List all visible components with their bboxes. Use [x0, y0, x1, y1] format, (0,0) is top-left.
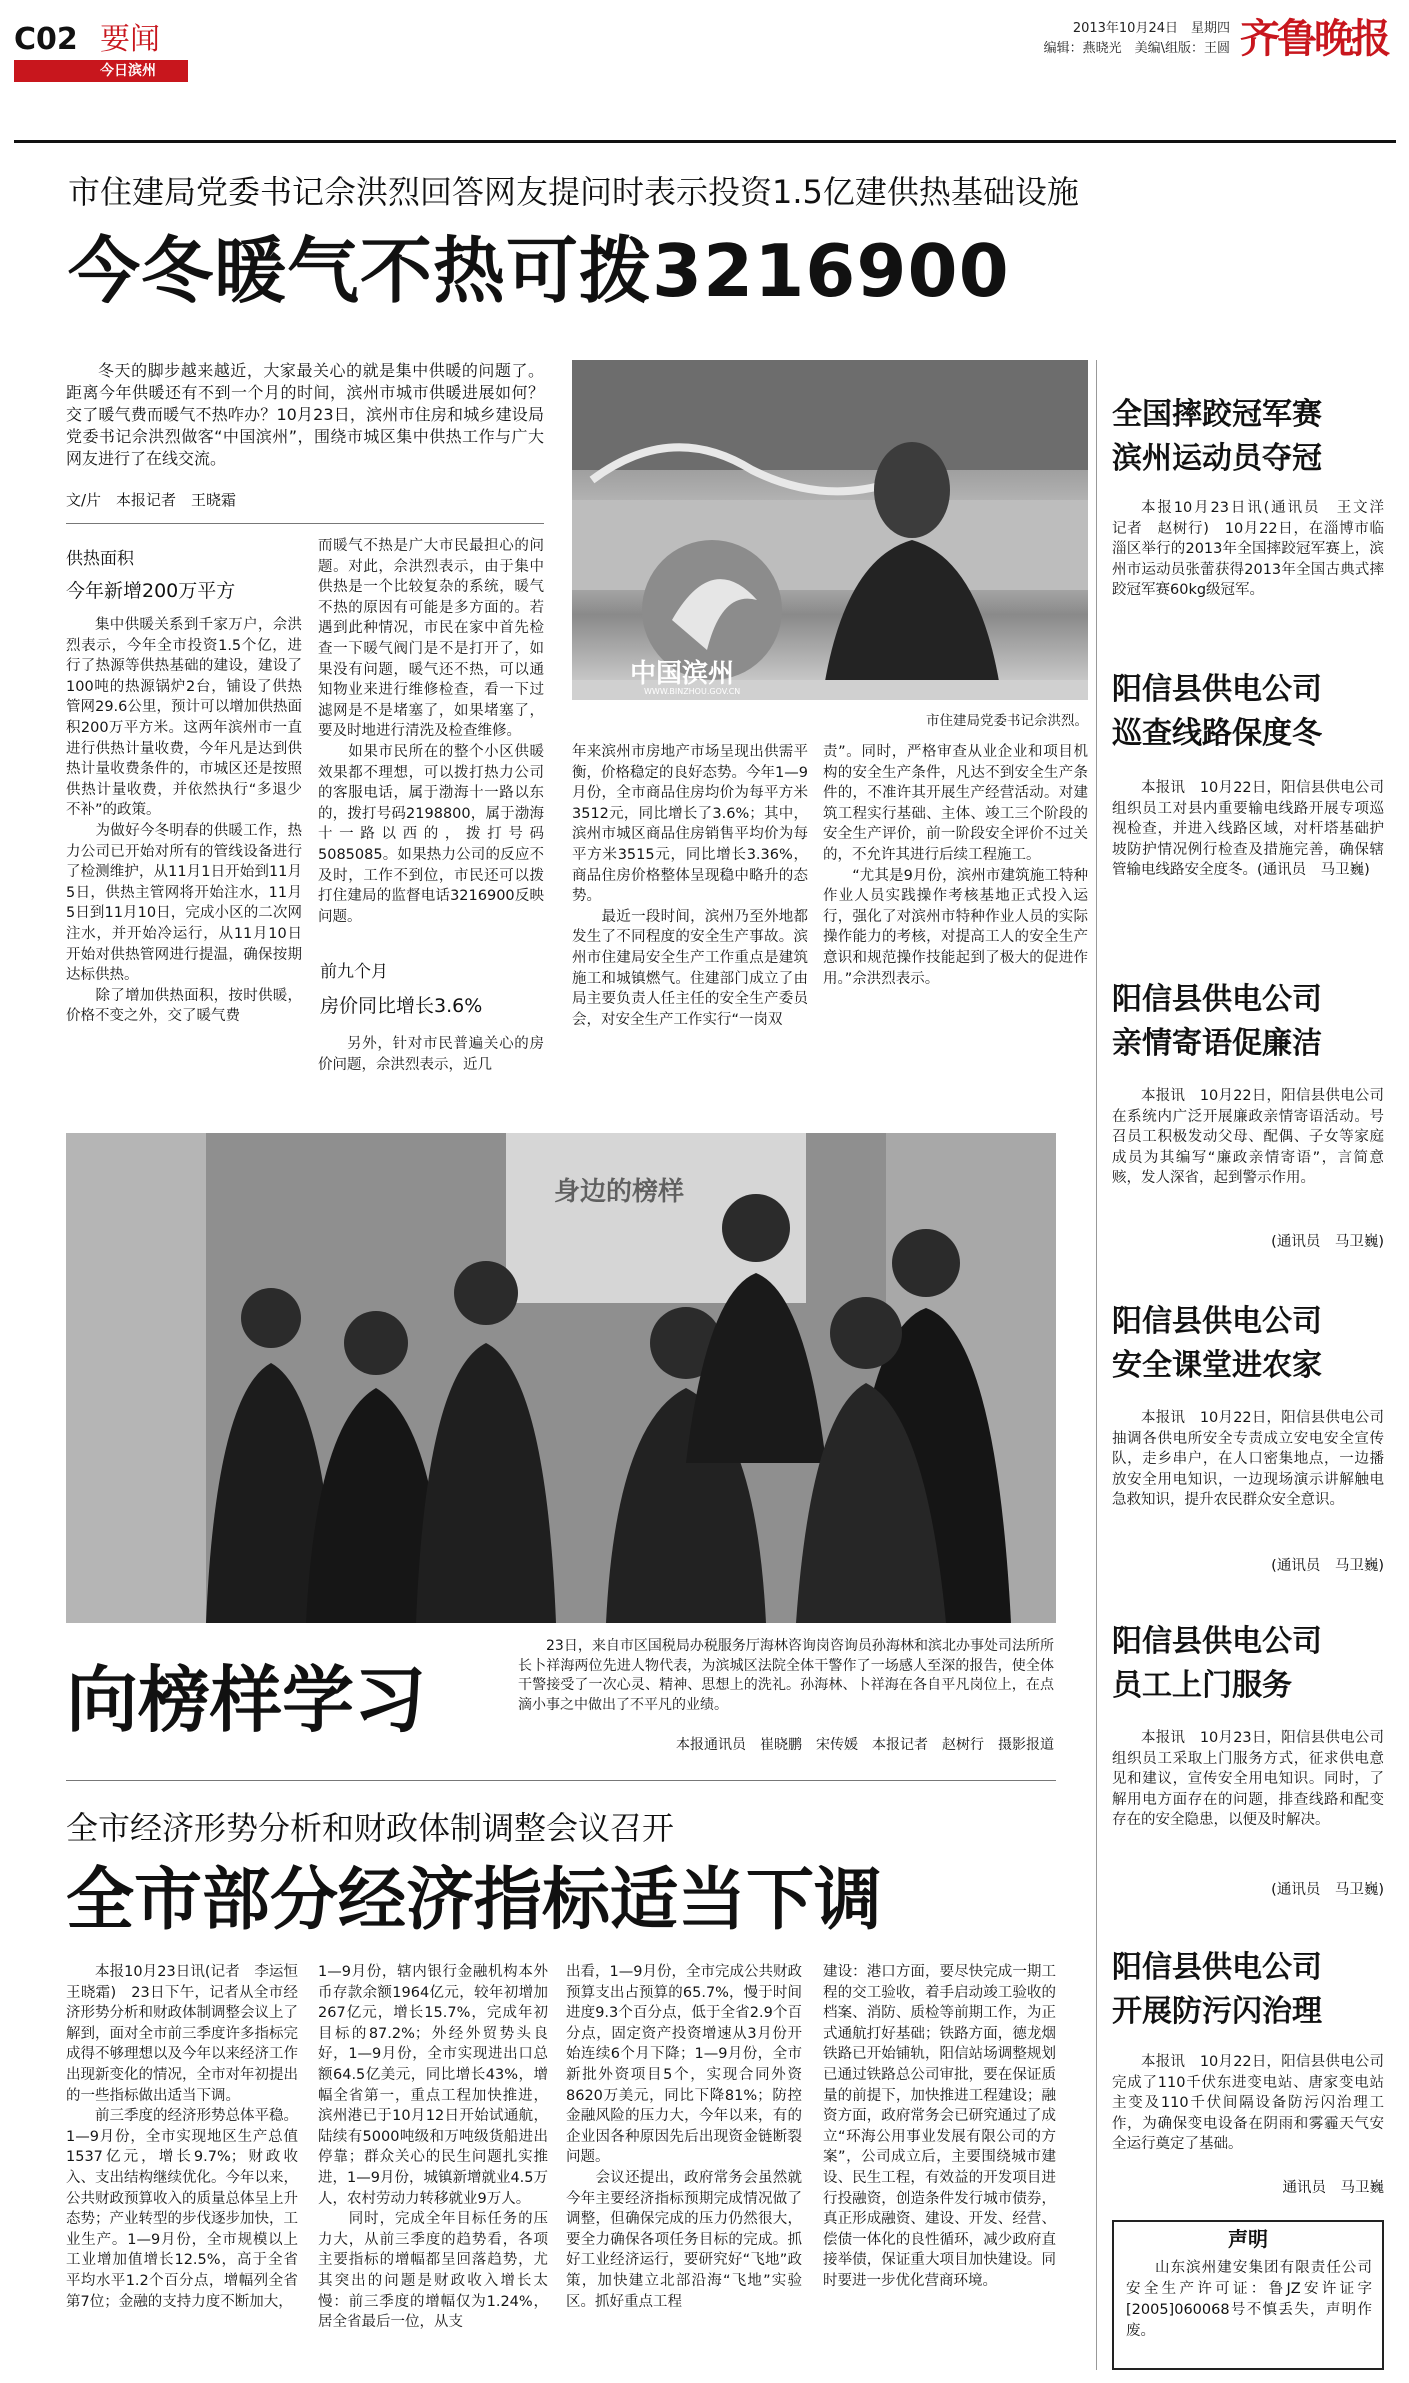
article2-col2: 1—9月份，辖内银行金融机构本外币存款余额1964亿元，较年初增加267亿元，增长15.7%，完成年初目标的87.2%；外经外贸势头良好，1—9月份，全市实现进出口总额64.5亿美元，同比增长43%，增幅全省第一，重点工程加快推进，滨州港已于10月12日开始试通航，陆续有5000吨级和万吨级货船进出停靠；群众关心的民生问题扎实推进，1—9月份，城镇新增就业4.5万人，农村劳动力转移就业9万人。 同时，完成全年目标任务的压力大，从前三季度的趋势看，各项主要指标的增幅都呈回落趋势，尤其突出的问题是财政收入增长太慢：前三季度的增幅仅为1.24%，居全省最后一位，从支 [318, 1964, 549, 2331]
article1-col1: 集中供暖关系到千家万户，佘洪烈表示，今年全市投资1.5个亿，进行了热源等供热基础的建设，建设了100吨的热源锅炉2台，铺设了供热管网29.6公里，预计可以增加供热面积200万平方米。这两年滨州市一直进行供热计量收费，今年凡是达到供热计量收费条件的，市城区还是按照供热计量收费，并依然执行“多退少不补”的政策。 为做好今冬明春的供暖工作，热力公司已开始对所有的管线设备进行了检测维护，从11月1日开始到11月5日，供热主管网将开始注水，11月5日到11月10日，完成小区的二次网注水，并开始冷运行，从11月10日开始对供热管网进行提温，确保按期达标供热。 除了增加供热面积，按时供暖，价格不变之外，交了暖气费 [66, 617, 302, 1025]
feature-headline: 向榜样学习 [66, 1658, 427, 1742]
photo-logo-text: 中国滨州 [630, 659, 735, 689]
subsection-bar [14, 60, 188, 82]
article2-kicker: 全市经济形势分析和财政体制调整会议召开 [66, 1809, 675, 1847]
sidebar-item-credit: (通讯员 马卫巍) [1271, 1558, 1384, 1574]
sidebar-item-title: 阳信县供电公司 安全课堂进农家 [1112, 1304, 1322, 1383]
sidebar-item-body: 本报讯 10月22日，阳信县供电公司抽调各供电所安全专责成立安电安全宣传队，走乡串户，在人口密集地点，一边播放安全用电知识，一边现场演示讲解触电急救知识，提升农民群众安全意识。 [1112, 1410, 1384, 1509]
article1-headline: 今冬暖气不热可拨3216900 [68, 229, 1010, 313]
article1-col4: 责”。同时，严格审查从业企业和项目机构的安全生产条件，凡达不到安全生产条件的，不准许其开展生产经营活动。对建筑工程实行基础、主体、竣工三个阶段的安全生产评价，前一阶段安全评价不过关的，不允许其进行后续工程施工。 “尤其是9月份，滨州市建筑施工特种作业人员实践操作考核基地正式投入运行，强化了对滨州市特种作业人员的实际操作能力的考核，对提高工人的安全生产意识和规范操作技能起到了极大的促进作用。”佘洪烈表示。 [823, 744, 1088, 987]
article1-lead: 冬天的脚步越来越近，大家最关心的就是集中供暖的问题了。距离今年供暖还有不到一个月的时间，滨州市城市供暖进展如何？交了暖气费而暖气不热咋办？10月23日，滨州市住房和城乡建设局党委书记佘洪烈做客“中国滨州”，围绕市城区集中供热工作与广大网友进行了在线交流。 [66, 361, 544, 468]
sidebar-item-body: 本报讯 10月23日，阳信县供电公司组织员工采取上门服务方式，征求供电意见和建议，宣传安全用电知识。同时，了解用电方面存在的问题，排查线路和配变存在的安全隐患，以便及时解决。 [1112, 1730, 1384, 1829]
sub2-title: 房价同比增长3.6% [320, 995, 483, 1017]
article1-kicker: 市住建局党委书记佘洪烈回答网友提问时表示投资1.5亿建供热基础设施 [68, 173, 1079, 211]
notice-body: 山东滨州建安集团有限责任公司安全生产许可证：鲁JZ安许证字[2005]060068号不慎丢失，声明作废。 [1126, 2260, 1372, 2339]
sidebar-item-body: 本报10月23日讯(通讯员 王文洋 记者 赵树行) 10月22日，在淄博市临淄区举行的2013年全国摔跤冠军赛上，滨州市运动员张蕾获得2013年全国古典式摔跤冠军赛60kg级冠军。 [1112, 500, 1399, 599]
sidebar-item-body: 本报讯 10月22日，阳信县供电公司完成了110千伏东进变电站、唐家变电站主变及110千伏间隔设备防污闪治理工作，为确保变电设备在阴雨和雾霾天气安全运行奠定了基础。 [1112, 2054, 1384, 2153]
portrait-caption: 市住建局党委书记佘洪烈。 [926, 713, 1088, 729]
sidebar-item-title: 全国摔跤冠军赛 滨州运动员夺冠 [1112, 397, 1322, 476]
feature-banner-text: 身边的榜样 [554, 1177, 685, 1207]
photo-logo-url: WWW.BINZHOU.GOV.CN [644, 687, 741, 696]
sidebar-item-title: 阳信县供电公司 巡查线路保度冬 [1112, 672, 1322, 751]
portrait-photo-art [572, 360, 1088, 700]
sidebar-item-credit: (通讯员 马卫巍) [1271, 1234, 1384, 1250]
article1-byline: 文/片 本报记者 王晓霜 [66, 491, 237, 509]
masthead-logo: 齐鲁晚报 [1240, 15, 1388, 62]
article2-col3: 出看，1—9月份，全市完成公共财政预算支出占预算的65.7%，慢于时间进度9.3个百分点，低于全省2.9个百分点，固定资产投资增速从3月份开始连续6个月下降；1—9月份，全市新批外资项目5个，实现合同外资8620万美元，同比下降81%；防控金融风险的压力大，今年以来，有的企业因各种原因先后出现资金链断裂问题。 会议还提出，政府常务会虽然就今年主要经济指标预期完成情况做了调整，但确保完成的压力仍然很大，要全力确保各项任务目标的完成。抓好工业经济运行，要研究好“飞地”政策，加快建立北部沿海“飞地”实验区。抓好重点工程 [566, 1964, 802, 2310]
feature-rule [66, 1780, 1056, 1781]
header-rule [14, 140, 1396, 143]
date-line: 2013年10月24日 星期四 [1072, 21, 1230, 36]
article1-rule [66, 523, 544, 524]
portrait-photo [572, 360, 1088, 700]
sidebar-item-body: 本报讯 10月22日，阳信县供电公司组织员工对县内重要输电线路开展专项巡视检查，并进入线路区域，对杆塔基础护坡防护情况例行检查及措施完善，确保辖管输电线路安全度冬。(通讯员 马卫巍) [1112, 780, 1384, 879]
sidebar-item-body: 本报讯 10月22日，阳信县供电公司在系统内广泛开展廉政亲情寄语活动。号召员工积极发动父母、配偶、子女等家庭成员为其编写“廉政亲情寄语”，言简意赅，发人深省，起到警示作用。 [1112, 1088, 1384, 1187]
sidebar-item-title: 阳信县供电公司 亲情寄语促廉洁 [1112, 982, 1322, 1061]
sidebar-divider [1096, 360, 1097, 2370]
sidebar-item-credit: (通讯员 马卫巍) [1271, 1882, 1384, 1898]
page-header [0, 0, 1409, 90]
article2-col1: 本报10月23日讯(记者 李运恒 王晓霜) 23日下午，记者从全市经济形势分析和财政体制调整会议上了解到，面对全市前三季度许多指标完成得不够理想以及今年以来经济工作出现新变化的情况，全市对年初提出的一些指标做出适当下调。 前三季度的经济形势总体平稳。1—9月份，全市实现地区生产总值1537亿元，增长9.7%；财政收入、支出结构继续优化。今年以来，公共财政预算收入的质量总体呈上升态势；产业转型的步伐逐步加快，工业生产。1—9月份，全市规模以上工业增加值增长12.5%，高于全省平均水平1.2个百分点，增幅列全省第7位；金融的支持力度不断加大， [66, 1964, 298, 2310]
page-code: C02 [14, 22, 78, 57]
article1-col2b: 另外，针对市民普遍关心的房价问题，佘洪烈表示，近几 [318, 1036, 544, 1073]
article2-headline: 全市部分经济指标适当下调 [66, 1861, 883, 1940]
feature-caption: 23日，来自市区国税局办税服务厅海林咨询岗咨询员孙海林和滨北办事处司法所所长卜祥海两位先进人物代表，为滨城区法院全体干警作了一场感人至深的报告，使全体干警接受了一次心灵、精神、思想上的洗礼。孙海林、卜祥海在各自平凡岗位上，在点滴小事之中做出了不平凡的业绩。 [518, 1638, 1054, 1713]
sidebar-item-title: 阳信县供电公司 员工上门服务 [1112, 1624, 1322, 1703]
feature-photo [66, 1133, 1056, 1623]
sidebar-item-title: 阳信县供电公司 开展防污闪治理 [1112, 1950, 1322, 2029]
article2-col4: 建设：港口方面，要尽快完成一期工程的交工验收，着手启动竣工验收的档案、消防、质检等前期工作，为正式通航打好基础；铁路方面，德龙烟铁路已开始铺轨，阳信站场调整规划已通过铁路总公司审批，要在保证质量的前提下，加快推进工程建设；融资方面，政府常务会已研究通过了成立“环海公用事业发展有限公司的方案”，公司成立后，主要围绕城市建设、民生工程，有效益的开发项目进行投融资，创造条件发行城市债券，真正形成融资、建设、开发、经营、偿债一体化的良性循环，减少政府直接举债，保证重大项目加快建设。同时要进一步优化营商环境。 [823, 1964, 1056, 2289]
article1-col2: 而暖气不热是广大市民最担心的问题。对此，佘洪烈表示，由于集中供热是一个比较复杂的系统，暖气不热的原因有可能是多方面的。若遇到此种情况，市民在家中首先检查一下暖气阀门是不是打开了，如果没有问题，暖气还不热，可以通知物业来进行维修检查，看一下过滤网是不是堵塞了，如果堵塞了，要及时地进行清洗及检查维修。 如果市民所在的整个小区供暖效果都不理想，可以拨打热力公司的客服电话，属于渤海十一路以东的，拨打号码2198800，属于渤海十一路以西的，拨打号码5085085。如果热力公司的反应不及时，工作不到位，市民还可以拨打住建局的监督电话3216900反映问题。 [318, 538, 544, 925]
notice-title: 声明 [1228, 2227, 1268, 2251]
editors-line: 编辑：燕晓光 美编\组版：王圆 [1043, 41, 1230, 56]
sub1-label: 供热面积 [66, 549, 134, 569]
section-name: 要闻 [100, 22, 160, 57]
sidebar-item-credit: 通讯员 马卫巍 [1282, 2180, 1384, 2196]
article1-col3: 年来滨州市房地产市场呈现出供需平衡，价格稳定的良好态势。今年1—9月份，全市商品住房均价为每平方米3512元，同比增长了3.6%；其中，滨州市城区商品住房销售平均价为每平方米3515元，同比增长3.36%，商品住房价格整体呈现稳中略升的态势。 最近一段时间，滨州乃至外地都发生了不同程度的安全生产事故。滨州市住建局安全生产工作重点是建筑施工和城镇燃气。住建部门成立了由局主要负责人任主任的安全生产委员会，对安全生产工作实行“一岗双 [572, 744, 808, 1028]
feature-credit: 本报通讯员 崔晓鹏 宋传媛 本报记者 赵树行 摄影报道 [676, 1737, 1054, 1753]
sub2-label: 前九个月 [320, 962, 388, 982]
subsection-name: 今日滨州 [100, 63, 156, 79]
notice-box [1112, 2220, 1384, 2370]
sub1-title: 今年新增200万平方 [66, 580, 236, 602]
